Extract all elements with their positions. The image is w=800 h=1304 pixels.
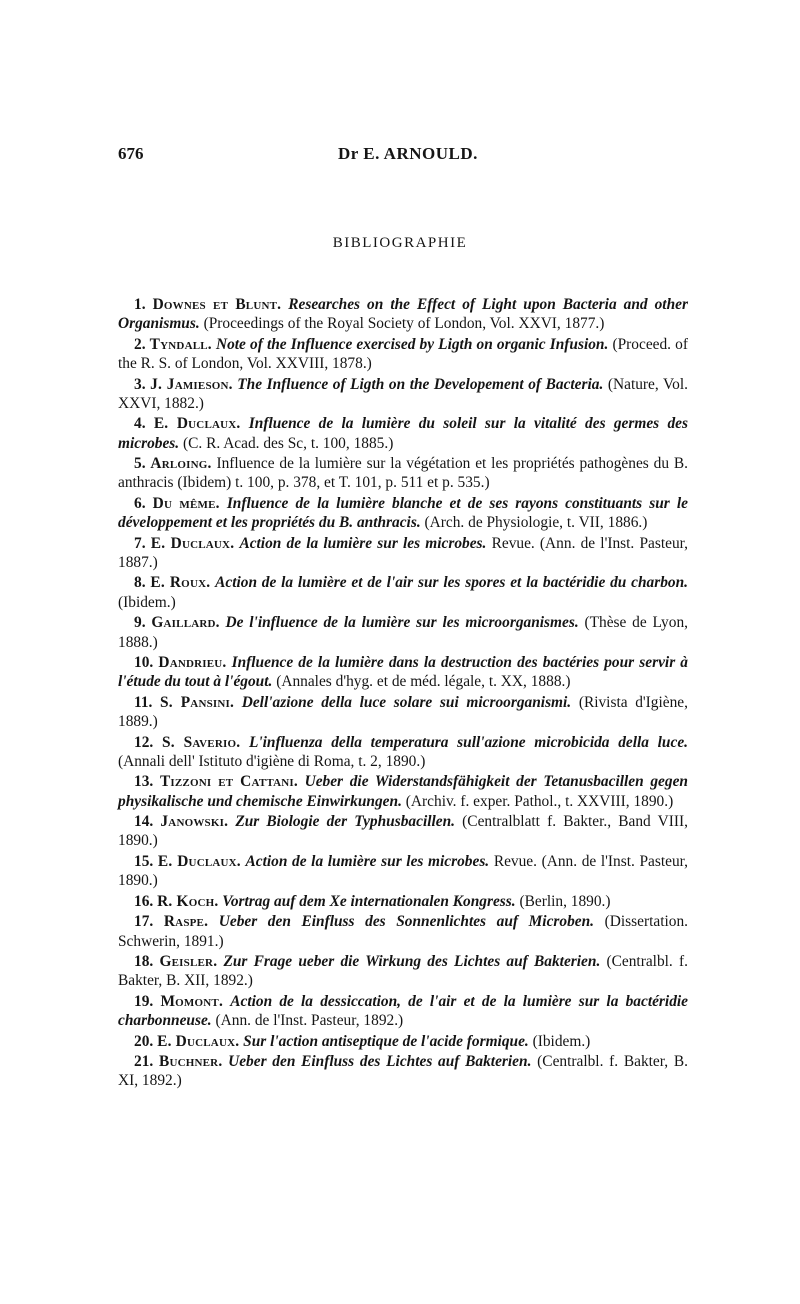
entry-publication: Revue. (Ann. de l'Inst. Pasteur, 1890.) xyxy=(118,852,689,890)
entry-title: Ueber den Einfluss des Lichtes auf Bakterien. xyxy=(228,1053,532,1071)
bibliography-entry xyxy=(118,653,688,692)
entry-number: 6. xyxy=(134,494,146,512)
entry-title: Influence de la lumière du soleil sur la vitalité des germes des microbes. xyxy=(118,415,688,452)
entry-title: Action de la lumière sur les microbes. xyxy=(245,852,490,870)
entry-publication: (Rivista d'Igiène, 1889.) xyxy=(118,693,688,731)
entry-author: Tizzoni et Cattani. xyxy=(159,773,298,791)
bibliography-entry xyxy=(118,295,688,334)
entry-publication: (Proceedings of the Royal Society of London, Vol. XXVI, 1877.) xyxy=(203,315,605,333)
bibliography-entry xyxy=(118,494,688,533)
entry-publication: (Centralbl. f. Bakter, B. XII, 1892.) xyxy=(118,952,688,990)
entry-author: E. Roux. xyxy=(150,574,211,592)
entry-publication: Influence de la lumière sur la végétation et les propriétés pathogènes du B. anthracis (Ibidem) t. 100, p. 378, et T. 101, p. 511 et p. 535.) xyxy=(118,455,688,492)
bibliography-entry xyxy=(118,375,688,414)
bibliography-entry xyxy=(118,912,688,951)
entry-number: 9. xyxy=(134,614,146,632)
entry-number: 8. xyxy=(134,574,146,592)
bibliography-entry xyxy=(118,772,688,811)
entry-title: Action de la lumière sur les microbes. xyxy=(239,534,487,552)
bibliography-entry xyxy=(118,992,688,1031)
page-number: 676 xyxy=(118,144,144,163)
entry-title: Researches on the Effect of Light upon Bacteria and other Organismus. xyxy=(118,296,688,333)
entry-title: Dell'azione della luce solare sui microorganismi. xyxy=(241,693,572,711)
entry-title: Vortrag auf dem Xe internationalen Kongress. xyxy=(222,892,516,910)
entry-title: Zur Frage ueber die Wirkung des Lichtes auf Bakterien. xyxy=(223,952,601,970)
entry-number: 16. xyxy=(134,892,154,910)
entry-number: 5. xyxy=(134,455,146,473)
entry-publication: (Proceed. of the R. S. of London, Vol. XXVIII, 1878.) xyxy=(118,335,688,373)
bibliography-entry xyxy=(118,454,688,493)
entry-title: Action de la lumière et de l'air sur les spores et la bactéridie du charbon. xyxy=(215,574,689,592)
entry-number: 13. xyxy=(134,773,154,791)
entry-author: S. Pansini. xyxy=(160,693,235,711)
entry-title: The Influence of Ligth on the Developement of Bacteria. xyxy=(237,375,604,393)
bibliography-entry xyxy=(118,852,688,891)
bibliography-entry xyxy=(118,733,688,772)
entry-number: 19. xyxy=(134,992,154,1010)
entry-author: Tyndall. xyxy=(149,335,212,353)
bibliography-entry xyxy=(118,534,688,573)
entry-publication: (Ibidem.) xyxy=(118,593,176,611)
entry-author: Janowski. xyxy=(160,813,229,831)
entry-title: Zur Biologie der Typhusbacillen. xyxy=(235,813,456,831)
entry-title: Sur l'action antiseptique de l'acide formique. xyxy=(243,1032,529,1050)
bibliography-list xyxy=(118,295,688,1092)
entry-author: Buchner. xyxy=(158,1053,223,1071)
entry-author: Dandrieu. xyxy=(158,654,227,672)
entry-author: E. Duclaux. xyxy=(157,1032,240,1050)
entry-author: S. Saverio. xyxy=(161,733,241,751)
entry-author: Raspe. xyxy=(163,913,209,931)
entry-author: J. Jamieson. xyxy=(150,375,233,393)
entry-number: 20. xyxy=(134,1032,154,1050)
entry-number: 1. xyxy=(134,296,146,313)
entry-title: De l'influence de la lumière sur les microorganismes. xyxy=(225,614,579,632)
entry-author: R. Koch. xyxy=(157,892,219,910)
entry-number: 14. xyxy=(134,813,154,831)
bibliography-entry xyxy=(118,414,688,453)
entry-title: Ueber die Widerstandsfähigkeit der Tetanusbacillen gegen physikalische und chemische Einwirkungen. xyxy=(118,773,688,810)
running-head xyxy=(118,144,688,170)
bibliography-entry xyxy=(118,335,688,374)
entry-publication: (Archiv. f. exper. Pathol., t. XXVIII, 1890.) xyxy=(405,792,674,810)
entry-author: E. Duclaux. xyxy=(153,415,241,433)
bibliography-entry xyxy=(118,573,688,612)
entry-title: Influence de la lumière blanche et de ses rayons constituants sur le développement et les propriétés du B. anthracis. xyxy=(118,494,688,532)
bibliography-entry xyxy=(118,1032,688,1051)
entry-publication: Revue. (Ann. de l'Inst. Pasteur, 1887.) xyxy=(118,534,688,571)
entry-title: L'influenza della temperatura sull'azione microbicida della luce. xyxy=(248,733,688,751)
entry-publication: (Berlin, 1890.) xyxy=(519,892,611,910)
entry-publication: (Centralbl. f. Bakter, B. XI, 1892.) xyxy=(118,1053,688,1090)
entry-number: 7. xyxy=(134,534,146,552)
entry-title: Ueber den Einfluss des Sonnenlichtes auf Microben. xyxy=(218,913,595,931)
entry-publication: (Annali dell' Istituto d'igiène di Roma, t. 2, 1890.) xyxy=(118,752,426,770)
entry-author: E. Duclaux. xyxy=(150,534,235,552)
entry-number: 3. xyxy=(134,375,146,393)
entry-number: 11. xyxy=(134,693,153,711)
entry-publication: (C. R. Acad. des Sc, t. 100, 1885.) xyxy=(183,434,394,452)
entry-author: Du même. xyxy=(152,494,220,512)
entry-title: Note of the Influence exercised by Ligth on organic Infusion. xyxy=(215,335,609,353)
bibliography-entry xyxy=(118,1052,688,1091)
entry-author: Downes et Blunt. xyxy=(152,296,282,313)
entry-publication: (Ibidem.) xyxy=(532,1032,591,1050)
entry-number: 18. xyxy=(134,952,154,970)
entry-number: 15. xyxy=(134,852,154,870)
bibliography-entry xyxy=(118,952,688,991)
entry-publication: (Arch. de Physiologie, t. VII, 1886.) xyxy=(424,514,648,532)
section-title: BIBLIOGRAPHIE xyxy=(332,235,468,251)
entry-publication: (Ann. de l'Inst. Pasteur, 1892.) xyxy=(215,1012,404,1030)
entry-publication: (Centralblatt f. Bakter., Band VIII, 1890.) xyxy=(118,813,688,850)
entry-author: Geisler. xyxy=(159,952,218,970)
entry-author: E. Duclaux. xyxy=(157,852,241,870)
entry-number: 4. xyxy=(134,415,146,433)
entry-publication: (Thèse de Lyon, 1888.) xyxy=(118,614,688,651)
entry-title: Influence de la lumière dans la destruction des bactéries pour servir à l'étude du tout à l'égout. xyxy=(118,654,688,691)
entry-number: 21. xyxy=(134,1053,154,1071)
bibliography-entry xyxy=(118,812,688,851)
entry-title: Action de la dessiccation, de l'air et de la lumière sur la bactéridie charbonneuse. xyxy=(118,992,688,1030)
entry-publication: (Annales d'hyg. et de méd. légale, t. XX, 1888.) xyxy=(276,673,571,691)
bibliography-entry xyxy=(118,693,688,732)
entry-author: Arloing. xyxy=(150,455,212,473)
running-head-author: Dr E. ARNOULD. xyxy=(338,144,478,163)
entry-author: Momont. xyxy=(160,992,224,1010)
entry-number: 12. xyxy=(134,733,154,751)
bibliography-entry xyxy=(118,613,688,652)
entry-number: 2. xyxy=(134,335,146,353)
entry-number: 10. xyxy=(134,654,154,672)
entry-number: 17. xyxy=(134,913,154,931)
entry-author: Gaillard. xyxy=(151,614,220,632)
entry-publication: (Dissertation. Schwerin, 1891.) xyxy=(118,913,688,950)
bibliography-entry xyxy=(118,892,688,911)
entry-publication: (Nature, Vol. XXVI, 1882.) xyxy=(118,375,688,412)
